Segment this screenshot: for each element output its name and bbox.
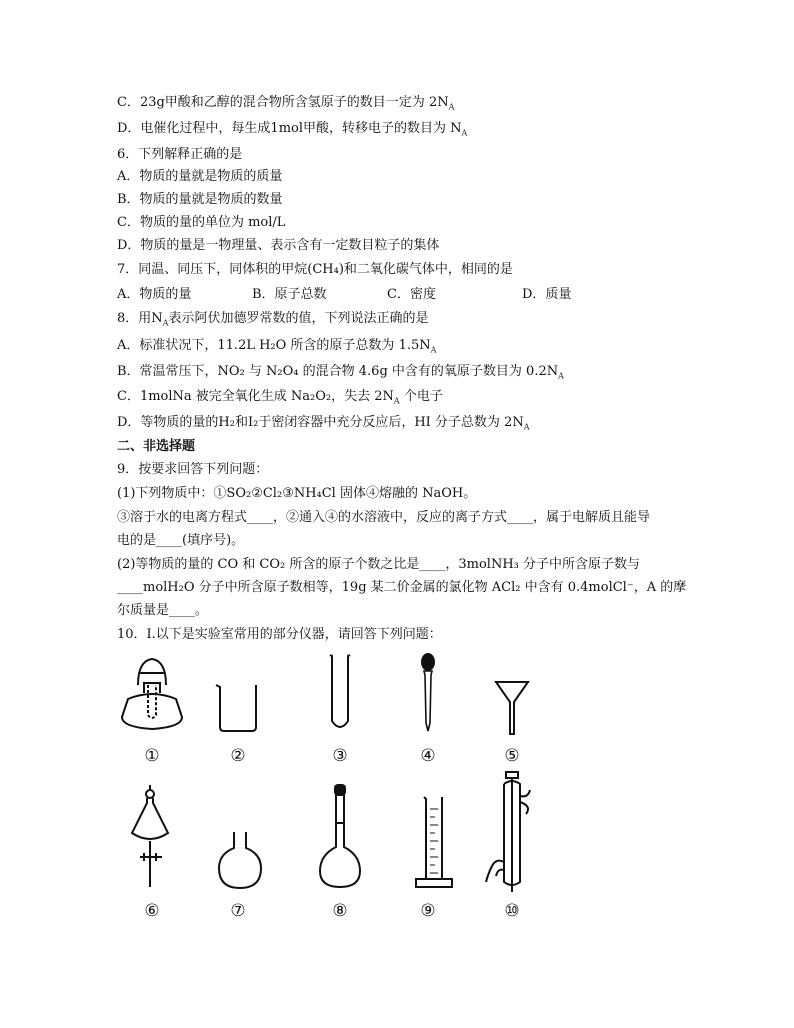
question-6: 6．下列解释正确的是 [117,147,243,162]
label-5: ⑤ [504,746,520,766]
label-8: ⑧ [332,901,348,921]
q9-part-1: (1)下列物质中：①SO₂②Cl₂③NH₄Cl 固体④熔融的 NaOH。 [117,486,477,501]
question-10: 10．I.以下是实验室常用的部分仪器，请回答下列问题： [117,627,442,642]
q9-part-2-c: 尔质量是____。 [117,603,209,618]
q8-option-a: A．标准状况下，11.2L H₂O 所含的原子总数为 $1.5N_A$ [117,338,437,355]
label-6: ⑥ [144,901,160,921]
label-3: ③ [332,746,348,766]
question-7: 7．同温、同压下，同体积的甲烷(CH₄)和二氧化碳气体中，相同的是 [117,262,513,277]
q8-option-d: D．等物质的量的H₂和I₂于密闭容器中充分反应后，HI 分子总数为 $2N_A$ [117,415,530,432]
label-10: ⑩ [504,901,520,921]
q9-part-2-b: ____molH₂O 分子中所含原子数相等，19g 某二价金属的氯化物 ACl₂ 中含有 0.4molCl⁻，A 的摩 [117,580,687,595]
alcohol-lamp-icon [118,655,186,733]
separatory-funnel-icon [128,783,172,889]
label-7: ⑦ [230,901,246,921]
question-9: 9．按要求回答下列问题： [117,462,269,477]
q7-option-b: B．原子总数 [252,287,327,302]
condenser-icon [484,770,536,894]
label-4: ④ [420,746,436,766]
q8-option-b: B．常温常压下，NO₂ 与 N₂O₄ 的混合物 4.6g 中含有的氧原子数目为 $0.2N_A$ [117,364,564,381]
q9-part-1-c: 电的是____(填序号)。 [117,533,245,548]
q7-option-c: C．密度 [387,287,436,302]
q7-option-a: A．物质的量 [117,287,192,302]
volumetric-flask-icon [318,783,362,891]
round-flask-icon [217,830,263,890]
question-8: 8．用$N_A$表示阿伏加德罗常数的值，下列说法正确的是 [117,311,429,328]
funnel-icon [494,680,530,736]
test-tube-icon [328,653,352,733]
q6-option-a: A．物质的量就是物质的质量 [117,169,283,184]
option-d-prev: D．电催化过程中，每生成1mol甲酸，转移电子的数目为 $N_A$ [117,121,468,138]
q6-option-c: C．物质的量的单位为 mol/L [117,215,286,230]
section-heading: 二、非选择题 [117,439,196,454]
graduated-cylinder-icon [414,795,454,891]
q9-part-2: (2)等物质的量的 CO 和 CO₂ 所含的原子个数之比是____，3molNH₃ 分子中所含原子数与 [117,557,641,572]
beaker-icon [214,683,260,733]
dropper-icon [418,653,438,733]
option-c-prev: C．23g甲酸和乙醇的混合物所含氢原子的数目一定为 $2N_A$ [117,95,455,112]
q6-option-b: B．物质的量就是物质的数量 [117,192,283,207]
q9-part-1-b: ③溶于水的电离方程式____，②通入④的水溶液中，反应的离子方式____，属于电解质且能导 [117,510,651,525]
q6-option-d: D．物质的量是一物理量、表示含有一定数目粒子的集体 [117,238,440,253]
label-1: ① [144,746,160,766]
label-2: ② [230,746,246,766]
q7-option-d: D．质量 [522,287,572,302]
label-9: ⑨ [420,901,436,921]
q7-options [117,286,571,304]
q8-option-c: C．1molNa 被完全氧化生成 Na₂O₂，失去 $2N_A$ 个电子 [117,389,443,406]
